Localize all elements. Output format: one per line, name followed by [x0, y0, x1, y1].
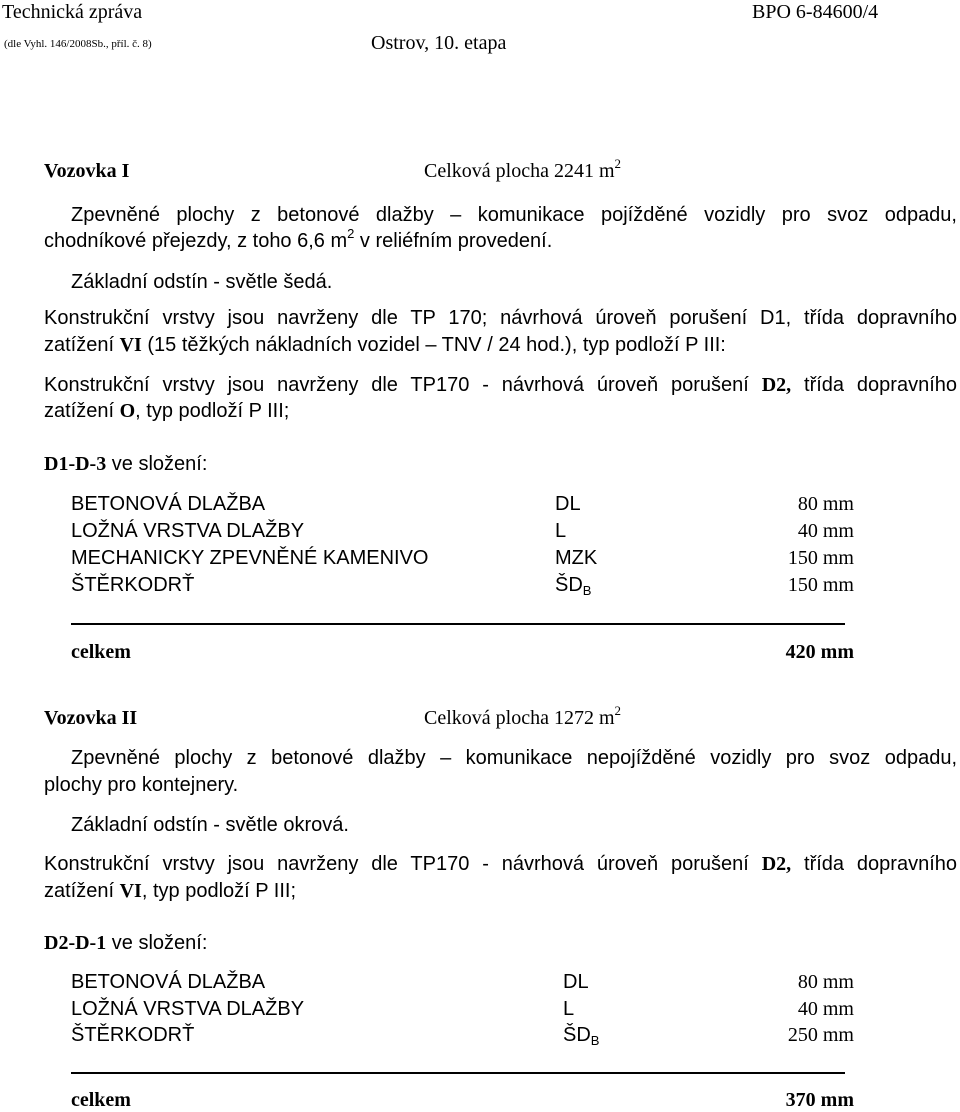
road1-layer-thickness: 80 mm — [797, 493, 854, 515]
road1-layer-name: BETONOVÁ DLAŽBA — [71, 493, 266, 515]
road1-construction1-line1: Konstrukční vrstvy jsou navrženy dle TP 170; návrhová úroveň porušení D1, třída dopravního — [44, 307, 957, 329]
road1-layer-name: ŠTĚRKODRŤ — [71, 574, 195, 596]
road1-layer-thickness: 150 mm — [787, 547, 854, 569]
road2-layer-abbr: L — [563, 998, 575, 1020]
road2-layer-name: BETONOVÁ DLAŽBA — [71, 971, 266, 993]
road2-layer-thickness: 80 mm — [797, 971, 854, 993]
road2-construction-line1: Konstrukční vrstvy jsou navrženy dle TP170 - návrhová úroveň porušení D2, třída dopravního — [44, 853, 958, 875]
road1-total-value: 420 mm — [785, 641, 854, 663]
road1-total-label: celkem — [71, 641, 131, 663]
road2-layer-abbr: $ŠD_B$ — [563, 1024, 600, 1048]
road2-description-line1: Zpevněné plochy z betonové dlažby – komunikace nepojížděné vozidly pro svoz odpadu, — [71, 747, 957, 769]
project-location: Ostrov, 10. etapa — [371, 32, 507, 54]
road1-layer-thickness: 40 mm — [797, 520, 854, 542]
road1-layer-name: MECHANICKY ZPEVNĚNÉ KAMENIVO — [71, 547, 429, 569]
doc-title: Technická zpráva — [2, 1, 143, 23]
road2-construction-line2: zatížení VI, typ podloží P III; — [44, 880, 297, 902]
document-code: BPO 6-84600/4 — [752, 1, 879, 23]
road1-heading: Vozovka I — [44, 160, 130, 182]
road1-layer-name: LOŽNÁ VRSTVA DLAŽBY — [71, 520, 305, 542]
road1-area: Celková plocha 2241 $m^2$ — [424, 156, 622, 182]
road2-layer-abbr: DL — [563, 971, 589, 993]
road2-composition-heading: D2-D-1 ve složení: — [44, 932, 208, 954]
road1-layer-abbr: MZK — [555, 547, 598, 569]
road1-base-color: Základní odstín - světle šedá. — [71, 271, 333, 293]
road2-total-label: celkem — [71, 1089, 131, 1111]
road1-layer-abbr: $ŠD_B$ — [555, 574, 592, 598]
road1-layer-thickness: 150 mm — [787, 574, 854, 596]
road2-base-color: Základní odstín - světle okrová. — [71, 814, 349, 836]
road2-description-line2: plochy pro kontejnery. — [44, 774, 239, 796]
road2-layer-thickness: 250 mm — [787, 1024, 854, 1046]
road2-heading: Vozovka II — [44, 707, 138, 729]
road1-construction2-line2: zatížení O, typ podloží P III; — [44, 400, 290, 422]
road1-construction2-line1: Konstrukční vrstvy jsou navrženy dle TP170 - návrhová úroveň porušení D2, třída dopravního — [44, 374, 958, 396]
road2-total-divider-left — [71, 1072, 512, 1074]
road1-description-line1: Zpevněné plochy z betonové dlažby – komunikace pojížděné vozidly pro svoz odpadu, — [71, 204, 957, 226]
road1-composition-heading: D1-D-3 ve složení: — [44, 453, 208, 475]
road2-layer-thickness: 40 mm — [797, 998, 854, 1020]
road1-construction1-line2: zatížení VI (15 těžkých nákladních vozidel – TNV / 24 hod.), typ podloží P III: — [44, 334, 726, 356]
road1-layer-abbr: L — [555, 520, 567, 542]
road1-total-divider-left — [71, 623, 512, 625]
road2-total-value: 370 mm — [785, 1089, 854, 1111]
road1-total-divider-right — [512, 623, 845, 625]
legal-reference: (dle Vyhl. 146/2008Sb., příl. č. 8) — [4, 38, 152, 50]
road2-layer-name: ŠTĚRKODRŤ — [71, 1024, 195, 1046]
road2-layer-name: LOŽNÁ VRSTVA DLAŽBY — [71, 998, 305, 1020]
road2-total-divider-right — [512, 1072, 845, 1074]
road1-layer-abbr: DL — [555, 493, 581, 515]
road1-description-line2: chodníkové přejezdy, z toho 6,6 $m^2$ v reliéfním provedení. — [44, 226, 553, 252]
road2-area: Celková plocha 1272 $m^2$ — [424, 703, 622, 729]
